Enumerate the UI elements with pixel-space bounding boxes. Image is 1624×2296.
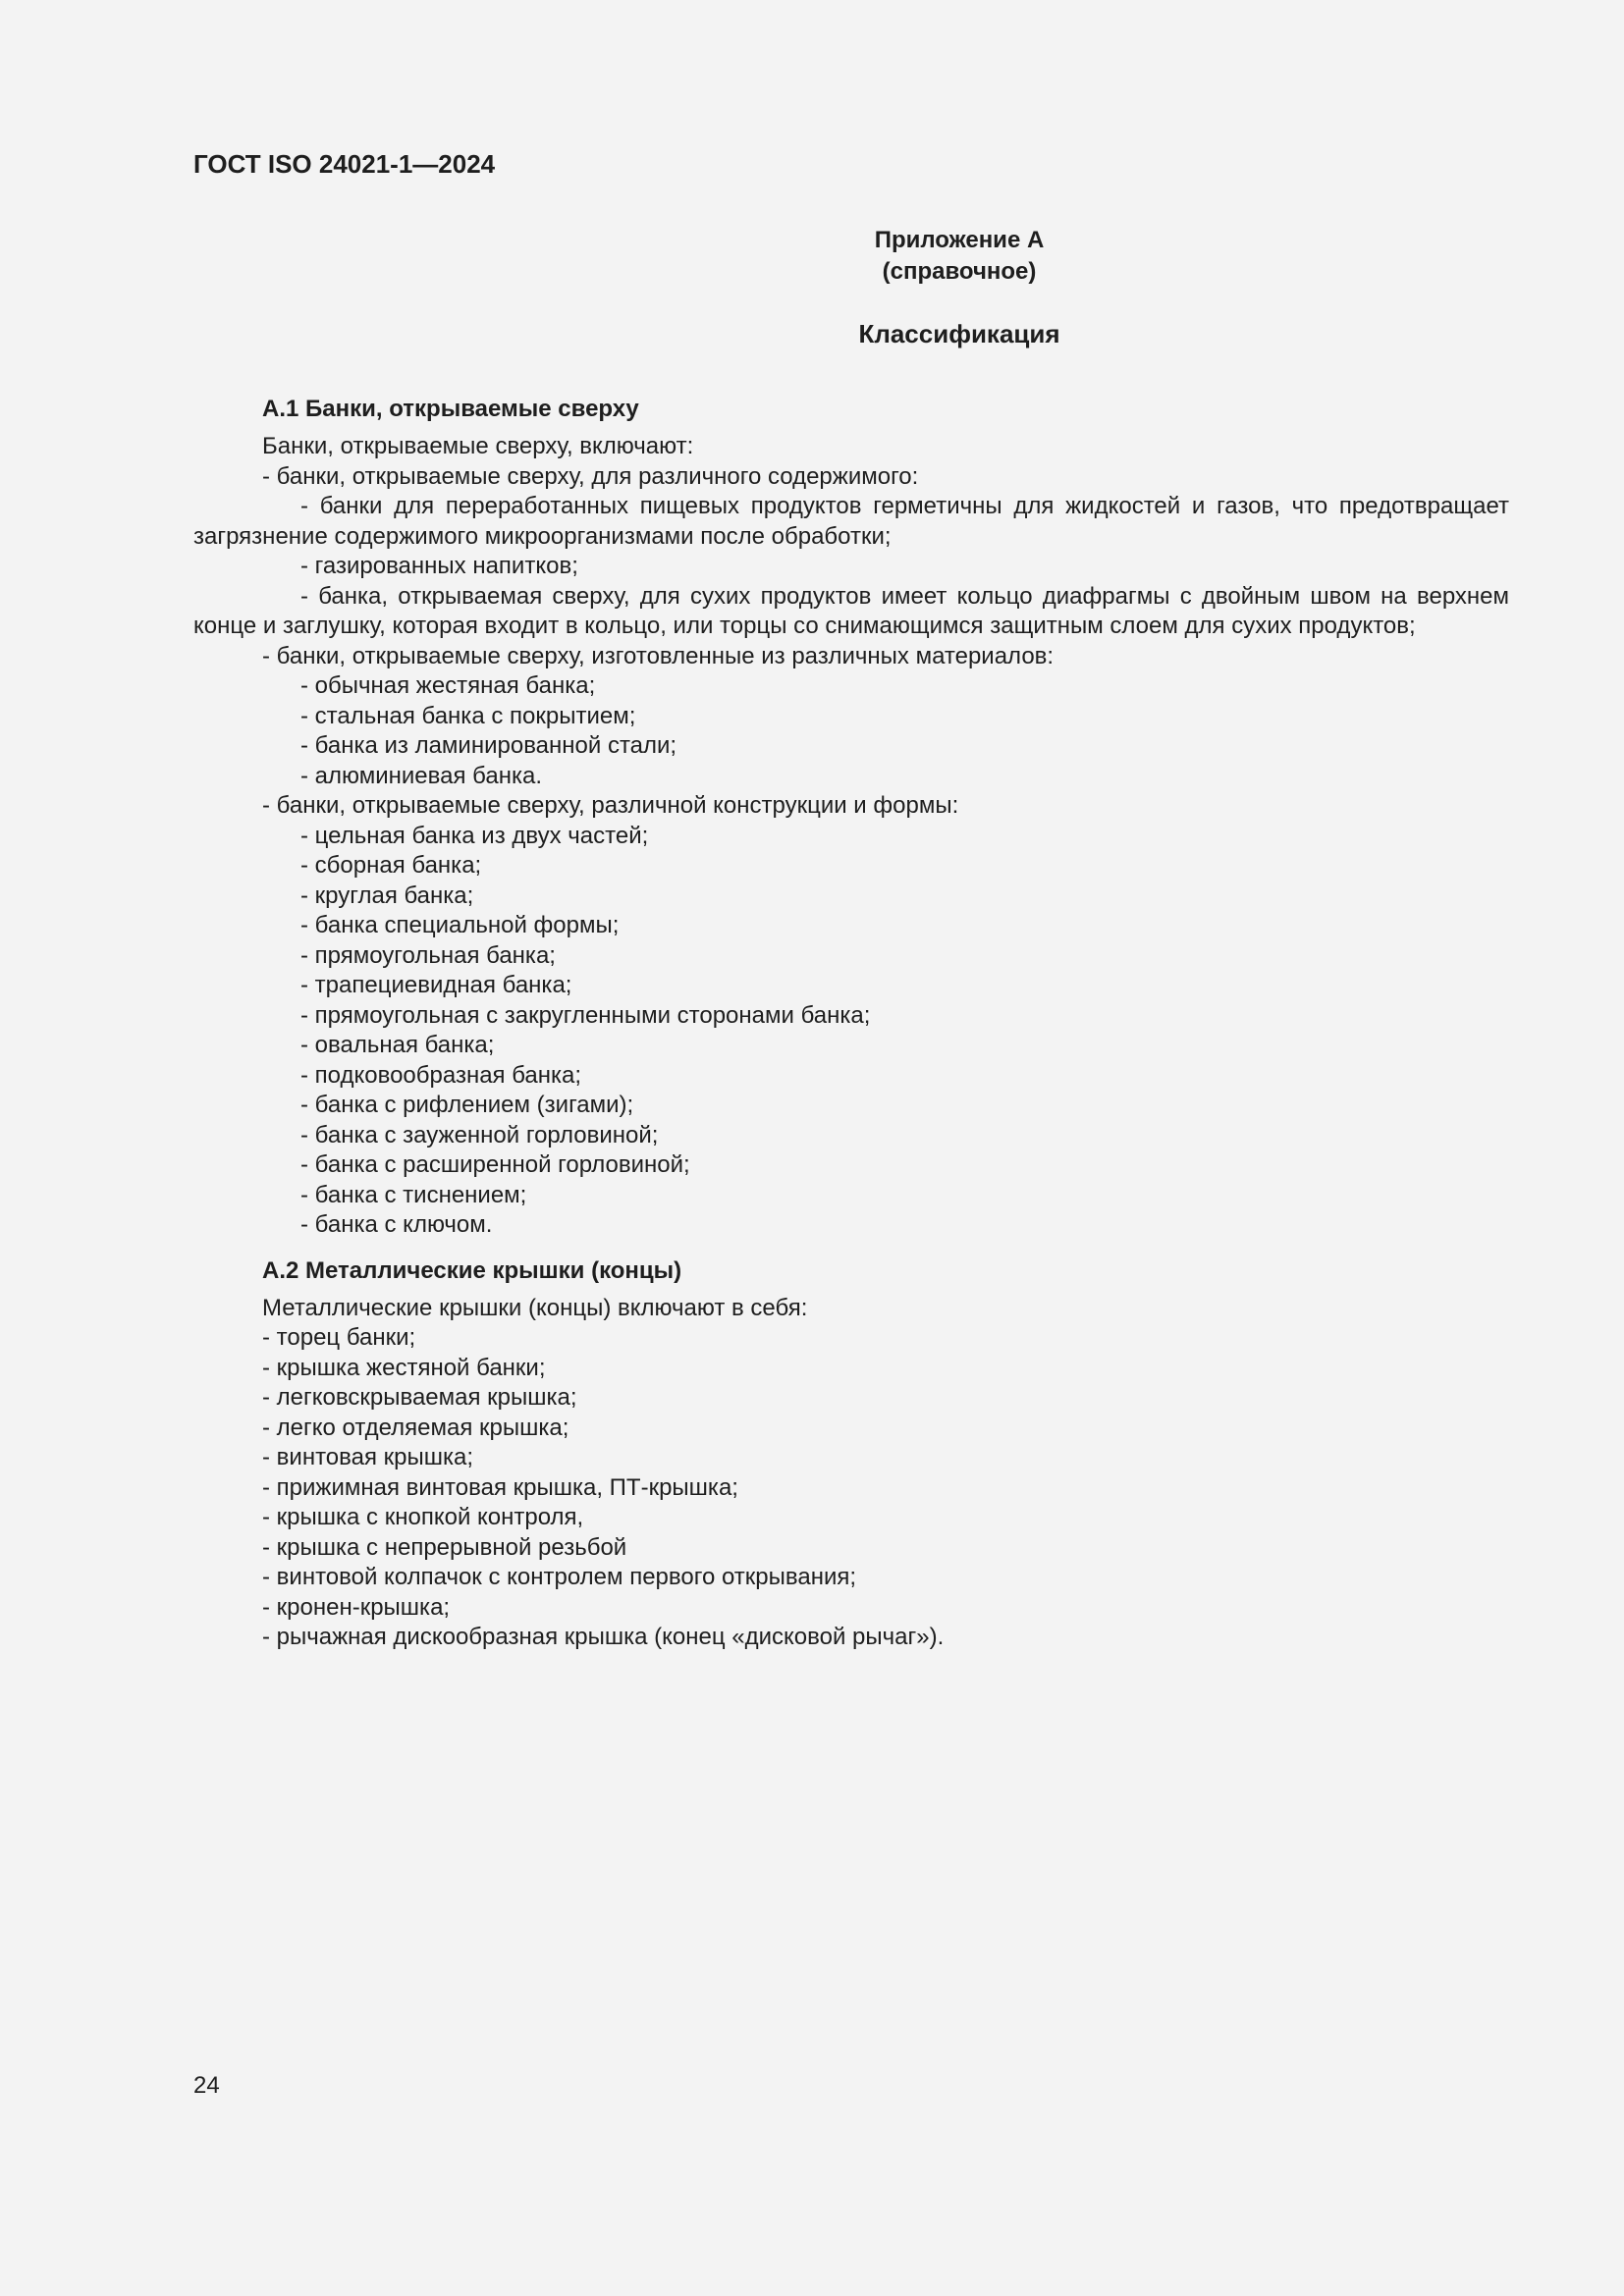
appendix-subtitle: (справочное): [882, 258, 1037, 285]
group1-label: - банки, открываемые сверху, для различного содержимого:: [262, 462, 919, 490]
list-item: - крышка с кнопкой контроля,: [262, 1504, 584, 1530]
list-item: - трапециевидная банка;: [300, 972, 572, 998]
list-item: - обычная жестяная банка;: [300, 672, 596, 699]
group3-label: - банки, открываемые сверху, различной конструкции и формы:: [262, 792, 959, 819]
section-a1-intro: Банки, открываемые сверху, включают:: [262, 433, 694, 459]
list-item: - газированных напитков;: [300, 553, 578, 579]
document-code-header: ГОСТ ISO 24021-1—2024: [193, 149, 496, 179]
list-item: - легко отделяемая крышка;: [262, 1414, 569, 1441]
list-item: - крышка жестяной банки;: [262, 1354, 546, 1381]
list-item: - прижимная винтовая крышка, ПТ-крышка;: [262, 1473, 738, 1501]
section-a1-title: А.1 Банки, открываемые сверху: [262, 396, 639, 422]
list-item: - банка с расширенной горловиной;: [300, 1151, 690, 1178]
document-body: [193, 393, 1509, 1653]
list-item: - банка специальной формы;: [300, 912, 620, 938]
list-item: - винтовая крышка;: [262, 1444, 474, 1470]
list-item: - банка из ламинированной стали;: [300, 732, 677, 759]
list-item: - банка с ключом.: [300, 1211, 493, 1238]
list-item: - рычажная дискообразная крышка (конец «дисковой рычаг»).: [262, 1624, 945, 1650]
list-item: - торец банки;: [262, 1324, 416, 1351]
group2-label: - банки, открываемые сверху, изготовленные из различных материалов:: [262, 642, 1055, 669]
page-number: 24: [193, 2072, 220, 2099]
appendix-title: Приложение А: [874, 227, 1045, 253]
list-item: - стальная банка с покрытием;: [300, 702, 636, 729]
list-item: - винтовой колпачок с контролем первого открывания;: [262, 1564, 857, 1590]
list-item: - банки для переработанных пищевых продуктов герметичны для жидкостей и газов, что предотвращает загрязнение содержимого микроорганизмами после обработки;: [193, 493, 1509, 550]
list-item: - легковскрываемая крышка;: [262, 1384, 577, 1411]
section-a2-title: А.2 Металлические крышки (концы): [262, 1256, 682, 1284]
list-item: - подковообразная банка;: [300, 1061, 582, 1089]
list-item: - алюминиевая банка.: [300, 762, 542, 789]
list-item: - банка, открываемая сверху, для сухих продуктов имеет кольцо диафрагмы с двойным швом на верхнем конце и заглушку, которая входит в кольцо, или торцы со снимающимся защитным слоем для сухих продуктов;: [193, 582, 1509, 639]
section-a2-intro: Металлические крышки (концы) включают в себя:: [262, 1294, 808, 1321]
appendix-heading: Классификация: [858, 319, 1060, 348]
list-item: - прямоугольная с закругленными сторонами банка;: [300, 1001, 871, 1029]
list-item: - сборная банка;: [300, 852, 482, 879]
list-item: - банка с тиснением;: [300, 1181, 527, 1208]
list-item: - банка с рифлением (зигами);: [300, 1092, 634, 1118]
list-item: - кронен-крышка;: [262, 1593, 451, 1621]
list-item: - овальная банка;: [300, 1032, 495, 1058]
list-item: - банка с зауженной горловиной;: [300, 1121, 659, 1148]
list-item: - крышка с непрерывной резьбой: [262, 1533, 627, 1561]
list-item: - прямоугольная банка;: [300, 941, 556, 969]
list-item: - круглая банка;: [300, 881, 474, 909]
list-item: - цельная банка из двух частей;: [300, 822, 649, 849]
